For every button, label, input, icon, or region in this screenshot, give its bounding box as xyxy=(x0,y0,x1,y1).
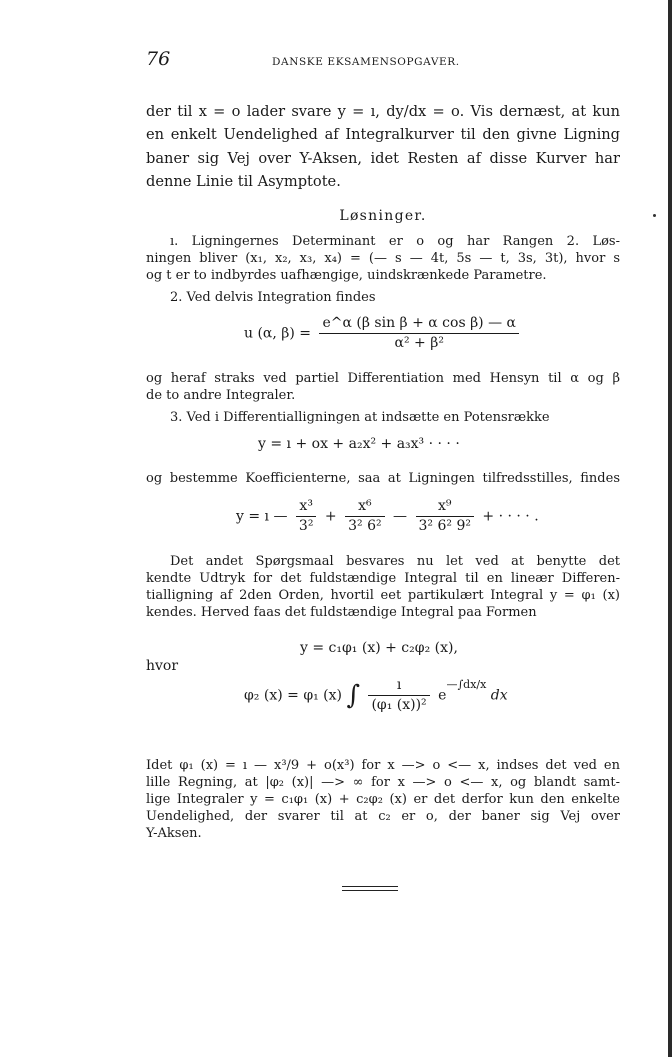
text-line: en enkelt Uendelighed af Integralkurver til den givne Ligning xyxy=(146,126,620,144)
text-line: kendes. Herved faas det fuldstændige Integral paa Formen xyxy=(146,605,537,620)
page-number: 76 xyxy=(146,48,171,70)
series-lhs: y = ı — xyxy=(236,508,288,525)
formula-lhs: φ₂ (x) = φ₁ (x) xyxy=(244,687,342,704)
denominator: (φ₁ (x))² xyxy=(371,697,427,713)
solution-2-after xyxy=(146,370,620,404)
solutions-heading: Løsninger. xyxy=(339,208,427,224)
paragraph-other xyxy=(146,553,620,621)
denominator: 3² 6² xyxy=(348,518,382,534)
text-line: og heraf straks ved partiel Differentiation med Hensyn til α og β xyxy=(146,371,620,386)
denominator: 3² xyxy=(298,518,314,534)
fraction xyxy=(345,497,385,536)
power-series: y = ı + ox + a₂x² + a₃x³ · · · · xyxy=(258,436,460,452)
exponent: —∫dx/x xyxy=(446,677,487,691)
text-line: denne Linie til Asymptote. xyxy=(146,172,341,190)
general-solution: y = c₁φ₁ (x) + c₂φ₂ (x), xyxy=(300,640,458,656)
solution-3-after xyxy=(146,470,620,487)
text-line: lige Integraler y = c₁φ₁ (x) + c₂φ₂ (x) er det derfor kun den enkelte xyxy=(146,792,620,807)
end-rule xyxy=(342,886,398,894)
formula-u xyxy=(244,314,523,353)
integral-sign: ∫ xyxy=(346,680,360,711)
fraction xyxy=(368,676,429,715)
text-line: ı. Ligningernes Determinant er o og har Rangen 2. Løs- xyxy=(170,234,620,249)
denominator: 3² 6² 9² xyxy=(418,518,471,534)
text-line: lille Regning, at |φ₂ (x)| —> ∞ for x —> o <— x, og blandt samt- xyxy=(146,775,620,790)
phi2-formula xyxy=(244,676,508,715)
text-line: Y-Aksen. xyxy=(146,826,202,841)
text-line: baner sig Vej over Y-Aksen, idet Resten af disse Kurver har xyxy=(146,149,620,167)
numerator: x⁹ xyxy=(416,497,474,517)
text-line: ningen bliver (x₁, x₂, x₃, x₄) = (— s — 4t, 5s — t, 3s, 3t), hvor s xyxy=(146,251,620,266)
series-solution xyxy=(236,497,539,536)
numerator: x³ xyxy=(296,497,317,517)
operator: + xyxy=(324,508,337,525)
margin-dot xyxy=(653,214,656,217)
text-line: Uendelighed, der svarer til at c₂ er o, der baner sig Vej over xyxy=(146,809,620,824)
intro-paragraph xyxy=(146,100,620,193)
series-tail: + · · · · . xyxy=(482,508,539,525)
text-line: Idet φ₁ (x) = ı — x³/9 + o(x³) for x —> o <— x, indses det ved en xyxy=(146,758,620,773)
text-line: der til x = o lader svare y = ı, dy/dx = o. Vis dernæst, at kun xyxy=(146,103,620,120)
text-line: og bestemme Koefficienterne, saa at Ligningen tilfredsstilles, findes xyxy=(146,471,620,486)
text-line: 2. Ved delvis Integration findes xyxy=(170,290,376,305)
fraction xyxy=(319,314,519,353)
numerator: e^α (β sin β + α cos β) — α xyxy=(319,314,519,334)
running-title: DANSKE EKSAMENSOPGAVER. xyxy=(272,56,460,68)
text-line: Det andet Spørgsmaal besvares nu let ved at benytte det xyxy=(170,554,620,569)
text-line: kendte Udtryk for det fuldstændige Integral til en lineær Differen- xyxy=(146,571,620,586)
rule-line xyxy=(342,890,398,891)
rule-line xyxy=(342,886,398,887)
operator: — xyxy=(393,508,408,525)
text-line: 3. Ved i Differentialligningen at indsætte en Potensrække xyxy=(170,410,550,425)
differential: dx xyxy=(490,687,508,704)
text-line: tialligning af 2den Orden, hvortil eet partikulært Integral y = φ₁ (x) xyxy=(146,588,620,603)
numerator: x⁶ xyxy=(345,497,385,517)
solution-2-intro xyxy=(146,289,620,306)
page-edge xyxy=(668,0,672,1057)
fraction xyxy=(416,497,474,536)
denominator: α² + β² xyxy=(394,335,444,351)
solution-1 xyxy=(146,233,620,284)
solution-3-intro xyxy=(146,409,620,426)
exp-base: e xyxy=(438,687,447,704)
text-line: og t er to indbyrdes uafhængige, uindskrænkede Parametre. xyxy=(146,268,547,283)
numerator: ı xyxy=(368,676,429,696)
final-paragraph xyxy=(146,757,620,842)
hvor-label: hvor xyxy=(146,658,179,674)
text-line: de to andre Integraler. xyxy=(146,388,296,403)
formula-lhs: u (α, β) = xyxy=(244,325,312,342)
fraction xyxy=(296,497,317,536)
